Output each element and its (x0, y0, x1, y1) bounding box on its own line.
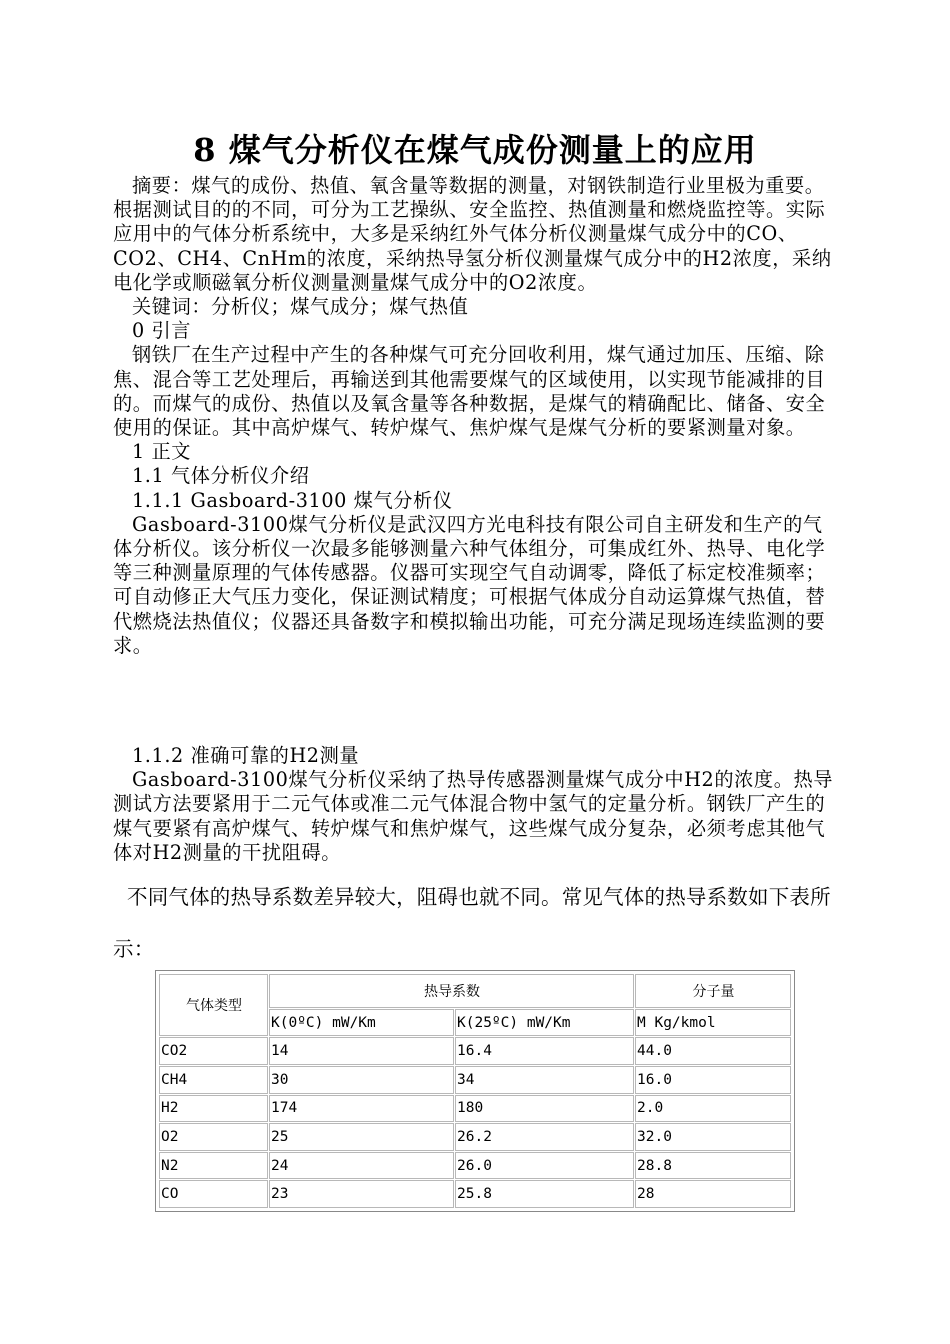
cell-k0: 23 (269, 1180, 454, 1208)
cell-k25: 26.0 (455, 1152, 634, 1180)
cell-k0: 14 (269, 1037, 454, 1065)
cell-gas: N2 (159, 1152, 268, 1180)
cell-gas: H2 (159, 1095, 268, 1123)
header-molecular-weight: 分子量 (635, 974, 791, 1008)
cell-m: 28.8 (635, 1152, 791, 1180)
table-row (159, 1123, 791, 1151)
table-row (159, 1180, 791, 1208)
cell-k25: 25.8 (455, 1180, 634, 1208)
gasboard-paragraph: Gasboard-3100煤气分析仪是武汉四方光电科技有限公司自主研发和生产的气体分析仪。该分析仪一次最多能够测量六种气体组分，可集成红外、热导、电化学等三种测量原理的气体传感器。仪器可实现空气自动调零，降低了标定校准频率；可自动修正大气压力变化，保证测试精度；可根据气体成分自动运算煤气热值，替代燃烧法热值仪；仪器还具备数字和模拟输出功能，可充分满足现场连续监测的要求。 (113, 512, 826, 657)
cell-gas: CO2 (159, 1037, 268, 1065)
header-gas-type: 气体类型 (159, 974, 268, 1036)
header-k0: K(0ºC) mW/Km (269, 1009, 454, 1037)
abstract-section (113, 174, 835, 658)
cell-k0: 25 (269, 1123, 454, 1151)
cell-k0: 24 (269, 1152, 454, 1180)
section-heading-1-1-1: 1.1.1 Gasboard-3100 煤气分析仪 (132, 488, 453, 512)
table-row (159, 1037, 791, 1065)
thermal-intro-paragraph: 不同气体的热导系数差异较大，阻碍也就不同。常见气体的热导系数如下表所示： (113, 886, 831, 961)
thermal-conductivity-table (155, 970, 795, 1212)
table-row (159, 1066, 791, 1094)
h2-paragraph: Gasboard-3100煤气分析仪采纳了热导传感器测量煤气成分中H2的浓度。热导测试方法要紧用于二元气体或准二元气体混合物中氢气的定量分析。钢铁厂产生的煤气要紧有高炉煤气、转炉煤气和焦炉煤气，这些煤气成分复杂，必须考虑其他气体对H2测量的干扰阻碍。 (113, 768, 834, 864)
page-title: 8 煤气分析仪在煤气成份测量上的应用 (193, 131, 757, 169)
cell-gas: O2 (159, 1123, 268, 1151)
cell-gas: CH4 (159, 1066, 268, 1094)
abstract-paragraph: 摘要：煤气的成份、热值、氧含量等数据的测量，对钢铁制造行业里极为重要。根据测试目的的不同，可分为工艺操纵、安全监控、热值测量和燃烧监控等。实际应用中的气体分析系统中，大多是采纳红外气体分析仪测量煤气成分中的CO、CO2、CH4、CnHm的浓度，采纳热导氢分析仪测量煤气成分中的H2浓度，采纳电化学或顺磁氧分析仪测量测量煤气成分中的O2浓度。 (113, 174, 832, 294)
cell-k0: 174 (269, 1095, 454, 1123)
h2-section (113, 744, 835, 865)
cell-k25: 16.4 (455, 1037, 634, 1065)
intro-paragraph: 钢铁厂在生产过程中产生的各种煤气可充分回收利用，煤气通过加压、压缩、除焦、混合等工艺处理后，再输送到其他需要煤气的区域使用，以实现节能减排的目的。而煤气的成份、热值以及氧含量等各种数据，是煤气的精确配比、储备、安全使用的保证。其中高炉煤气、转炉煤气、焦炉煤气是煤气分析的要紧测量对象。 (113, 343, 826, 440)
section-heading-1-1: 1.1 气体分析仪介绍 (132, 464, 310, 488)
section-heading-1: 1 正文 (132, 440, 192, 464)
cell-m: 28 (635, 1180, 791, 1208)
cell-k0: 30 (269, 1066, 454, 1094)
header-thermal-conductivity: 热导系数 (269, 974, 634, 1008)
cell-m: 44.0 (635, 1037, 791, 1065)
table-row (159, 1095, 791, 1123)
cell-gas: CO (159, 1180, 268, 1208)
cell-k25: 26.2 (455, 1123, 634, 1151)
cell-m: 16.0 (635, 1066, 791, 1094)
header-k25: K(25ºC) mW/Km (455, 1009, 634, 1037)
table-row (159, 1152, 791, 1180)
cell-m: 2.0 (635, 1095, 791, 1123)
header-m-unit: M Kg/kmol (635, 1009, 791, 1037)
keywords-line: 关键词：分析仪；煤气成分；煤气热值 (132, 295, 469, 319)
cell-k25: 34 (455, 1066, 634, 1094)
section-heading-1-1-2: 1.1.2 准确可靠的H2测量 (132, 744, 360, 767)
cell-m: 32.0 (635, 1123, 791, 1151)
section-heading-0: 0 引言 (132, 319, 192, 343)
cell-k25: 180 (455, 1095, 634, 1123)
